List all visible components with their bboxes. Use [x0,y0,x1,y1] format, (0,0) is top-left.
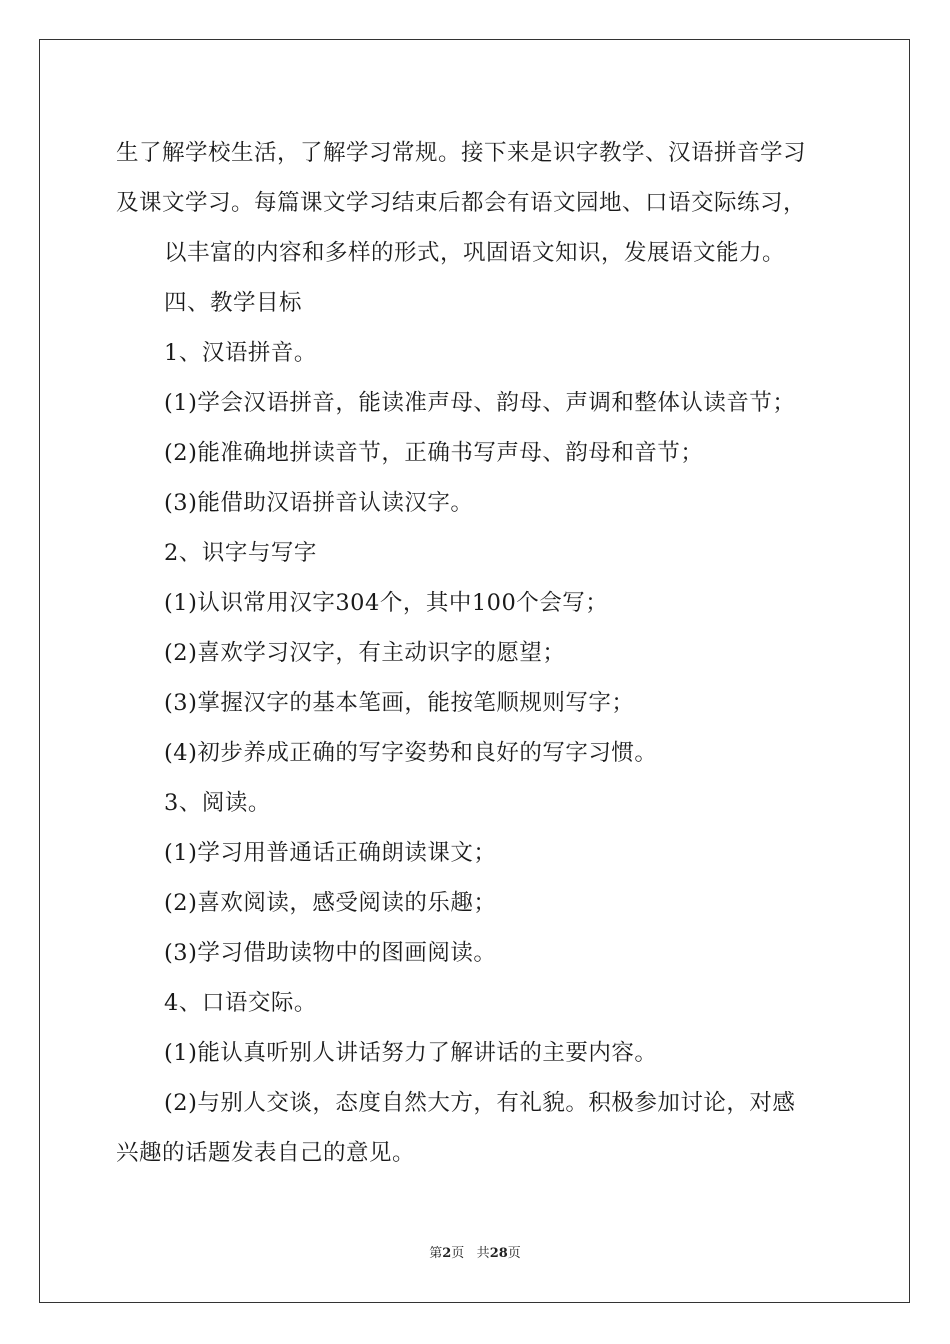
section-heading: 四、教学目标 [164,290,303,316]
subsection-heading: 4、口语交际。 [164,990,317,1016]
page-suffix: 页 [451,1246,465,1261]
list-item: (2)能准确地拼读音节，正确书写声母、韵母和音节； [164,440,704,466]
text-line: 以丰富的内容和多样的形式，巩固语文知识，发展语文能力。 [164,240,786,266]
subsection-heading: 2、识字与写字 [164,540,317,566]
total-prefix: 共 [476,1246,490,1261]
total-suffix: 页 [507,1246,521,1261]
list-item: (1)认识常用汉字304个，其中100个会写； [164,590,609,616]
list-item: (3)掌握汉字的基本笔画，能按笔顺规则写字； [164,690,635,716]
list-item: (4)初步养成正确的写字姿势和良好的写字习惯。 [164,740,658,766]
page-footer [0,1244,950,1264]
list-item: (1)能认真听别人讲话努力了解讲话的主要内容。 [164,1040,658,1066]
text-line: 兴趣的话题发表自己的意见。 [116,1140,416,1166]
list-item: (2)喜欢阅读，感受阅读的乐趣； [164,890,497,916]
subsection-heading: 3、阅读。 [164,790,271,816]
list-item: (3)能借助汉语拼音认读汉字。 [164,490,474,516]
list-item: (1)学习用普通话正确朗读课文； [164,840,497,866]
document-body [116,128,836,1178]
list-item: (2)喜欢学习汉字，有主动识字的愿望； [164,640,566,666]
subsection-heading: 1、汉语拼音。 [164,340,317,366]
text-line: 及课文学习。每篇课文学习结束后都会有语文园地、口语交际练习， [116,190,807,216]
list-item: (2)与别人交谈，态度自然大方，有礼貌。积极参加讨论，对感 [164,1090,796,1116]
list-item: (1)学会汉语拼音，能读准声母、韵母、声调和整体认读音节； [164,390,796,416]
page-prefix: 第 [429,1246,443,1261]
total-pages: 28 [489,1246,508,1261]
page-number: 2 [442,1246,452,1261]
text-line: 生了解学校生活，了解学习常规。接下来是识字教学、汉语拼音学习 [116,140,807,166]
list-item: (3)学习借助读物中的图画阅读。 [164,940,497,966]
